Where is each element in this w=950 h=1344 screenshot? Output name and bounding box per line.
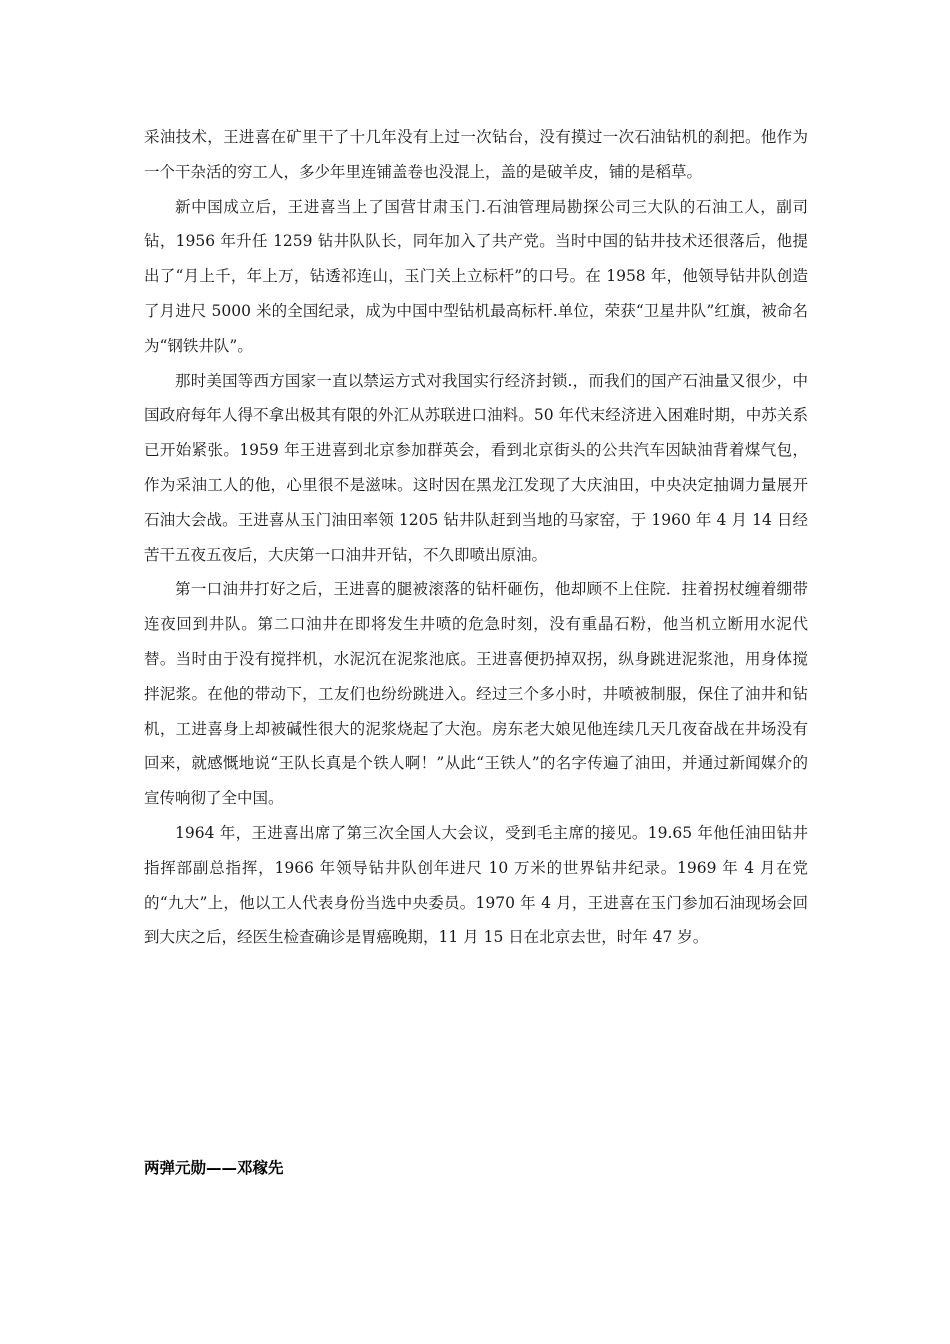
paragraph-new-china: 新中国成立后，王进喜当上了国营甘肃玉门.石油管理局勘探公司三大队的石油工人，副司钻，1956 年升任 1259 钻井队队长，同年加入了共产党。当时中国的钻井技术还很落后，他提出了“月上千，年上万，钻透祁连山，玉门关上立标杆”的口号。在 1958 年，他领导钻井队创造了月进尺 5000 米的全国纪录，成为中国中型钻机最高标杆.单位，荣获“卫星井队”红旗，被命名为“钢铁井队”。 bbox=[144, 197, 808, 355]
paragraph-1964: 1964 年，王进喜出席了第三次全国人大会议，受到毛主席的接见。19.65 年他任油田钻井指挥部副总指挥，1966 年领导钻井队创年进尺 10 万米的世界钻井纪录。1969 年 4 月在党的“九大”上，他以工人代表身份当选中央委员。1970 年 4 月，王进喜在玉门参加石油现场会回到大庆之后，经医生检查确诊是胃癌晚期，11 月 15 日在北京去世，时年 47 岁。 bbox=[144, 823, 808, 947]
document-page bbox=[144, 120, 808, 1177]
section-heading: 两弹元勋——邓稼先 bbox=[144, 1159, 284, 1177]
paragraph-continuation: 采油技术，王进喜在矿里干了十几年没有上过一次钻台，没有摸过一次石油钻机的刹把。他作为一个干杂活的穷工人，多少年里连铺盖卷也没混上，盖的是破羊皮，铺的是稻草。 bbox=[144, 128, 808, 181]
paragraph-embargo: 那时美国等西方国家一直以禁运方式对我国实行经济封锁.，而我们的国产石油量又很少，中国政府每年人得不拿出极其有限的外汇从苏联进口油料。50 年代末经济进入困难时期，中苏关系已开始紧张。1959 年王进喜到北京参加群英会，看到北京街头的公共汽车因缺油背着煤气包，作为采油工人的他，心里很不是滋味。这时因在黑龙江发现了大庆油田，中央决定抽调力量展开石油大会战。王进喜从玉门油田率领 1205 钻井队赶到当地的马家窑，于 1960 年 4 月 14 日经苦干五夜五夜后，大庆第一口油井开钻，不久即喷出原油。 bbox=[144, 371, 808, 564]
paragraph-first-well: 第一口油井打好之后，王进喜的腿被滚落的钻杆砸伤，他却顾不上住院．拄着拐杖缠着绷带连夜回到井队。第二口油井在即将发生井喷的危急时刻，没有重晶石粉，他当机立断用水泥代替。当时由于没有搅拌机，水泥沉在泥浆池底。王进喜便扔掉双拐，纵身跳进泥浆池，用身体搅拌泥浆。在他的带动下，工友们也纷纷跳进入。经过三个多小时，井喷被制服，保住了油井和钻机，工进喜身上却被碱性很大的泥浆烧起了大泡。房东老大娘见他连续几天几夜奋战在井场没有回来，就感慨地说“王队长真是个铁人啊！”从此“王铁人”的名字传遍了油田，并通过新闻媒介的宣传响彻了全中国。 bbox=[144, 580, 808, 808]
